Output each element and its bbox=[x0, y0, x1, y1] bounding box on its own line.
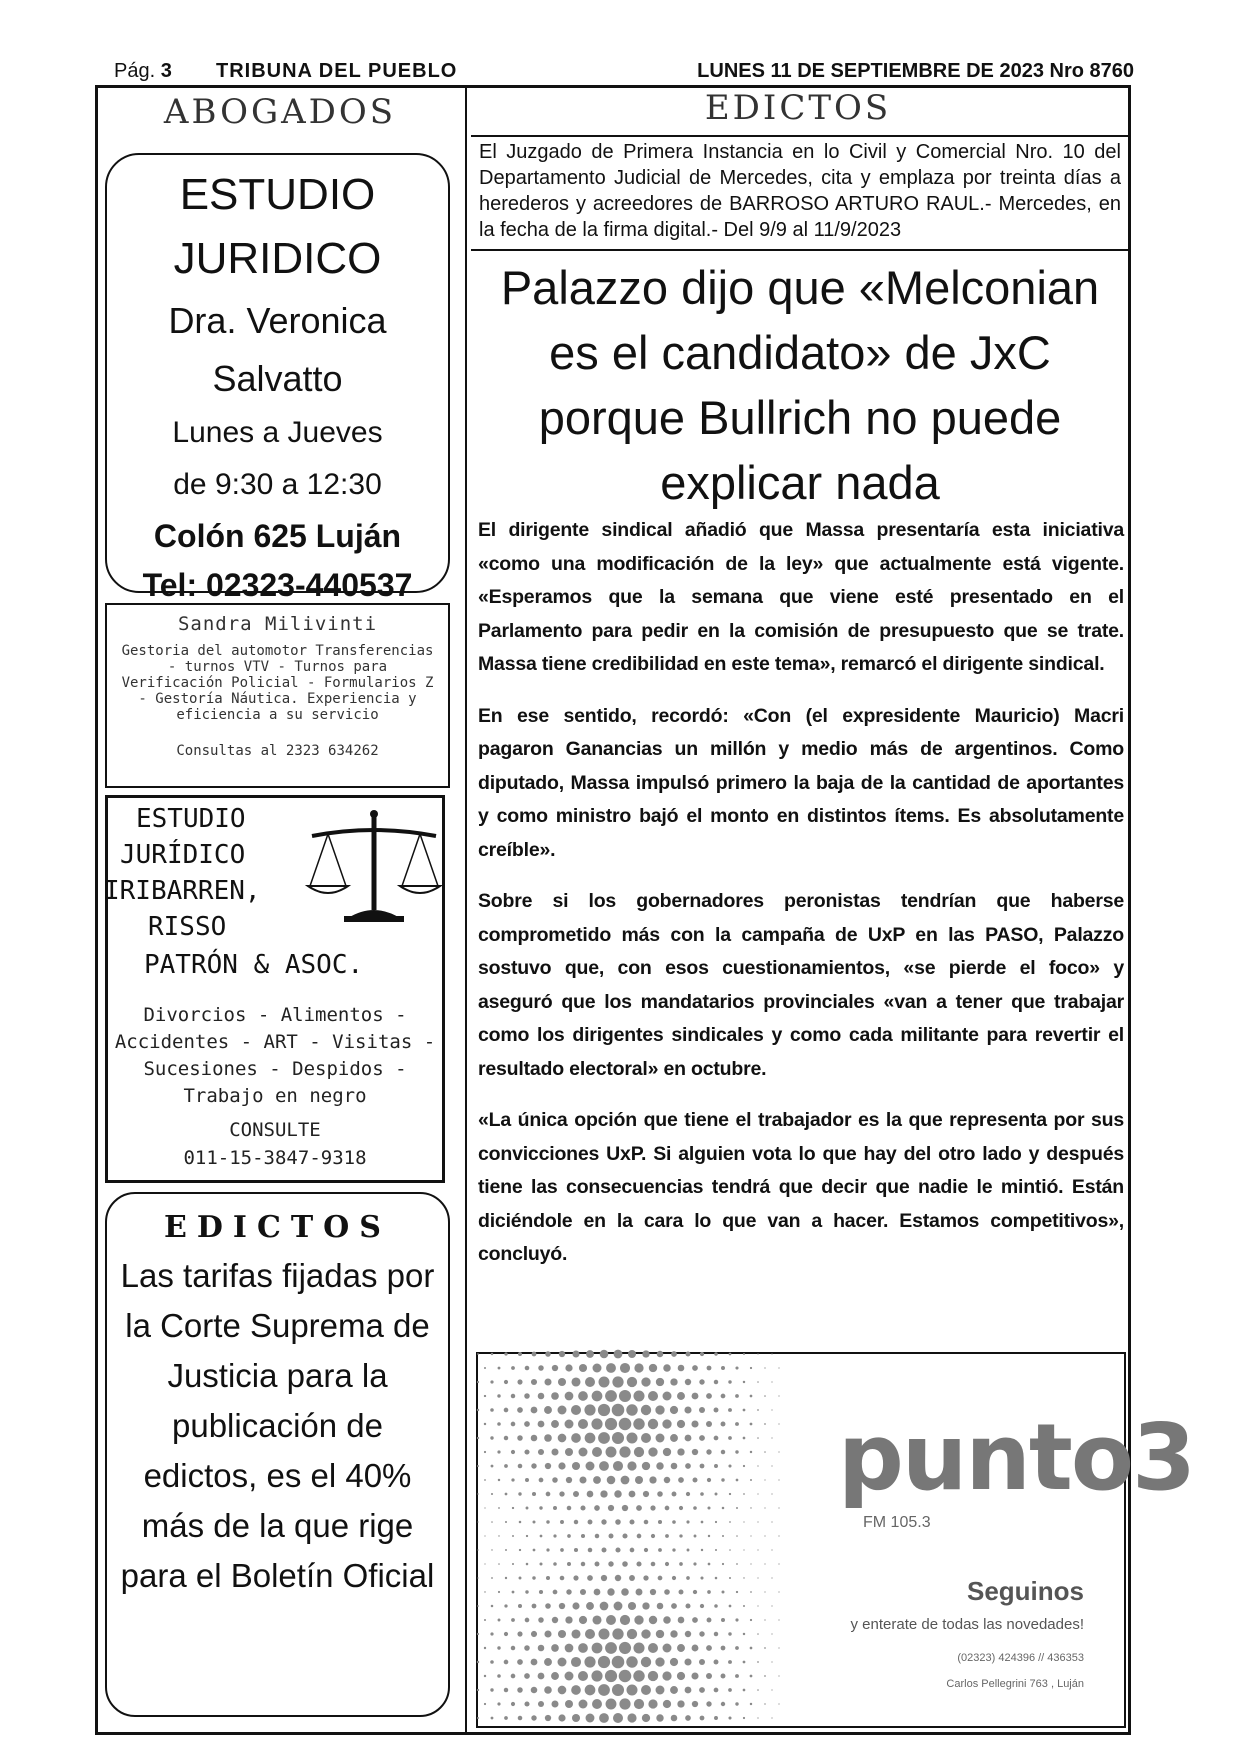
ad-phone: Tel: 02323-440537 bbox=[142, 567, 413, 603]
edictos-box-heading: EDICTOS bbox=[164, 1210, 391, 1245]
ad-phones: (02323) 424396 // 436353 bbox=[957, 1652, 1084, 1664]
ad-line: Lunes a Jueves bbox=[172, 416, 383, 449]
gestoria-contact: Consultas al 2323 634262 bbox=[176, 743, 379, 759]
halftone-dots-decoration bbox=[478, 1354, 778, 1730]
newspaper-name: TRIBUNA DEL PUEBLO bbox=[216, 60, 458, 82]
estudio-phone: 011-15-3847-9318 bbox=[183, 1147, 367, 1169]
estudio-contact bbox=[108, 1116, 442, 1172]
punto3-radio-ad bbox=[476, 1352, 1195, 1728]
punto3-logo: punto3 bbox=[838, 1404, 1195, 1511]
consulte-label: CONSULTE bbox=[229, 1119, 321, 1141]
article-paragraph: En ese sentido, recordó: «Con (el expresidente Mauricio) Macri pagaron Ganancias un millón y medio más de argentinos. Como diputado, Massa impulsó primero la baja de la cantidad de aportantes y como ministro bajó el monto en distintos ítems. Es absolutamente creíble». bbox=[478, 704, 1124, 861]
ad-tagline: Seguinos bbox=[966, 1576, 1084, 1606]
radio-frequency: FM 105.3 bbox=[863, 1514, 931, 1531]
gestoria-ad bbox=[105, 603, 450, 788]
ad-line: Dra. Veronica bbox=[168, 300, 387, 341]
abogados-heading: ABOGADOS bbox=[163, 92, 397, 132]
ad-line: IRIBARREN, bbox=[104, 876, 261, 906]
page-number: Pág. 3 bbox=[114, 60, 172, 82]
ad-subtitle: y enterate de todas las novedades! bbox=[850, 1616, 1084, 1633]
article-body bbox=[478, 514, 1124, 1290]
ad-line: Salvatto bbox=[212, 358, 343, 399]
article-paragraph: Sobre si los gobernadores peronistas tendrían que haberse comprometido más con la campaña de UxP en las PASO, Palazzo sostuvo que, con esos cuestionamientos, «se pierde el foco» y aseguró que los mandatarios provinciales «van a tener que trabajar como los dirigentes sindicales y como cada militante para revertir el resultado electoral» en octubre. bbox=[478, 890, 1124, 1080]
ad-line: de 9:30 a 12:30 bbox=[173, 468, 382, 501]
ad-line: ESTUDIO bbox=[179, 170, 376, 219]
edictos-heading: EDICTOS bbox=[704, 88, 892, 128]
edictos-tarifas-box bbox=[105, 1192, 450, 1717]
ad-line: PATRÓN & ASOC. bbox=[144, 950, 364, 980]
ad-line: ESTUDIO bbox=[136, 804, 246, 834]
page-header bbox=[114, 58, 1134, 84]
issue-date: LUNES 11 DE SEPTIEMBRE DE 2023 Nro 8760 bbox=[697, 60, 1134, 82]
gestoria-description: Gestoria del automotor Transferencias - turnos VTV - Turnos para Verificación Policial - Formularios Z - Gestoría Náutica. Experiencia y eficiencia a su servicio bbox=[121, 643, 434, 723]
article-headline: Palazzo dijo que «Melconian es el candidato» de JxC porque Bullrich no puede explicar nada bbox=[500, 261, 1100, 509]
article-paragraph: El dirigente sindical añadió que Massa presentaría esta iniciativa «como una modificación de la ley» que actualmente está vigente. «Esperamos que la semana que viene esté presentado en el Parlamento para pedir en la comisión de presupuesto que se trate. Massa tiene credibilidad en este tema», remarcó el dirigente sindical. bbox=[478, 519, 1124, 675]
article-paragraph: «La única opción que tiene el trabajador es la que representa por sus convicciones UxP. Si alguien vota lo que hay del otro lado y después tiene las consecuencias tendrá que decir que nadie le mintió. Están diciéndole en la cara lo que van a hacer. Estamos competitivos», concluyó. bbox=[478, 1109, 1124, 1265]
ad-line: JURÍDICO bbox=[120, 840, 246, 870]
ad-address: Carlos Pellegrini 763 , Luján bbox=[946, 1678, 1084, 1690]
edicto-notice: El Juzgado de Primera Instancia en lo Civil y Comercial Nro. 10 del Departamento Judicial de Mercedes, cita y emplaza por treinta días a herederos y acreedores de BARROSO ARTURO RAUL.- Mercedes, en la fecha de la firma digital.- Del 9/9 al 11/9/2023 bbox=[471, 135, 1129, 251]
edictos-box-text: Las tarifas fijadas por la Corte Suprema de Justicia para la publicación de edictos, es el 40% más de la que rige para el Boletín Oficial bbox=[120, 1257, 435, 1594]
ad-line: JURIDICO bbox=[173, 234, 382, 283]
scales-of-justice-icon bbox=[308, 806, 440, 926]
gestoria-name: Sandra Milivinti bbox=[177, 613, 378, 635]
column-divider bbox=[465, 88, 467, 1732]
estudio-services: Divorcios - Alimentos - Accidentes - ART - Visitas - Sucesiones - Despidos - Trabajo en negro bbox=[114, 1004, 436, 1107]
ad-address: Colón 625 Luján bbox=[153, 518, 402, 554]
ad-line: RISSO bbox=[148, 912, 227, 942]
estudio-salvatto-ad bbox=[105, 153, 450, 603]
estudio-iribarren-ad bbox=[105, 795, 445, 1183]
